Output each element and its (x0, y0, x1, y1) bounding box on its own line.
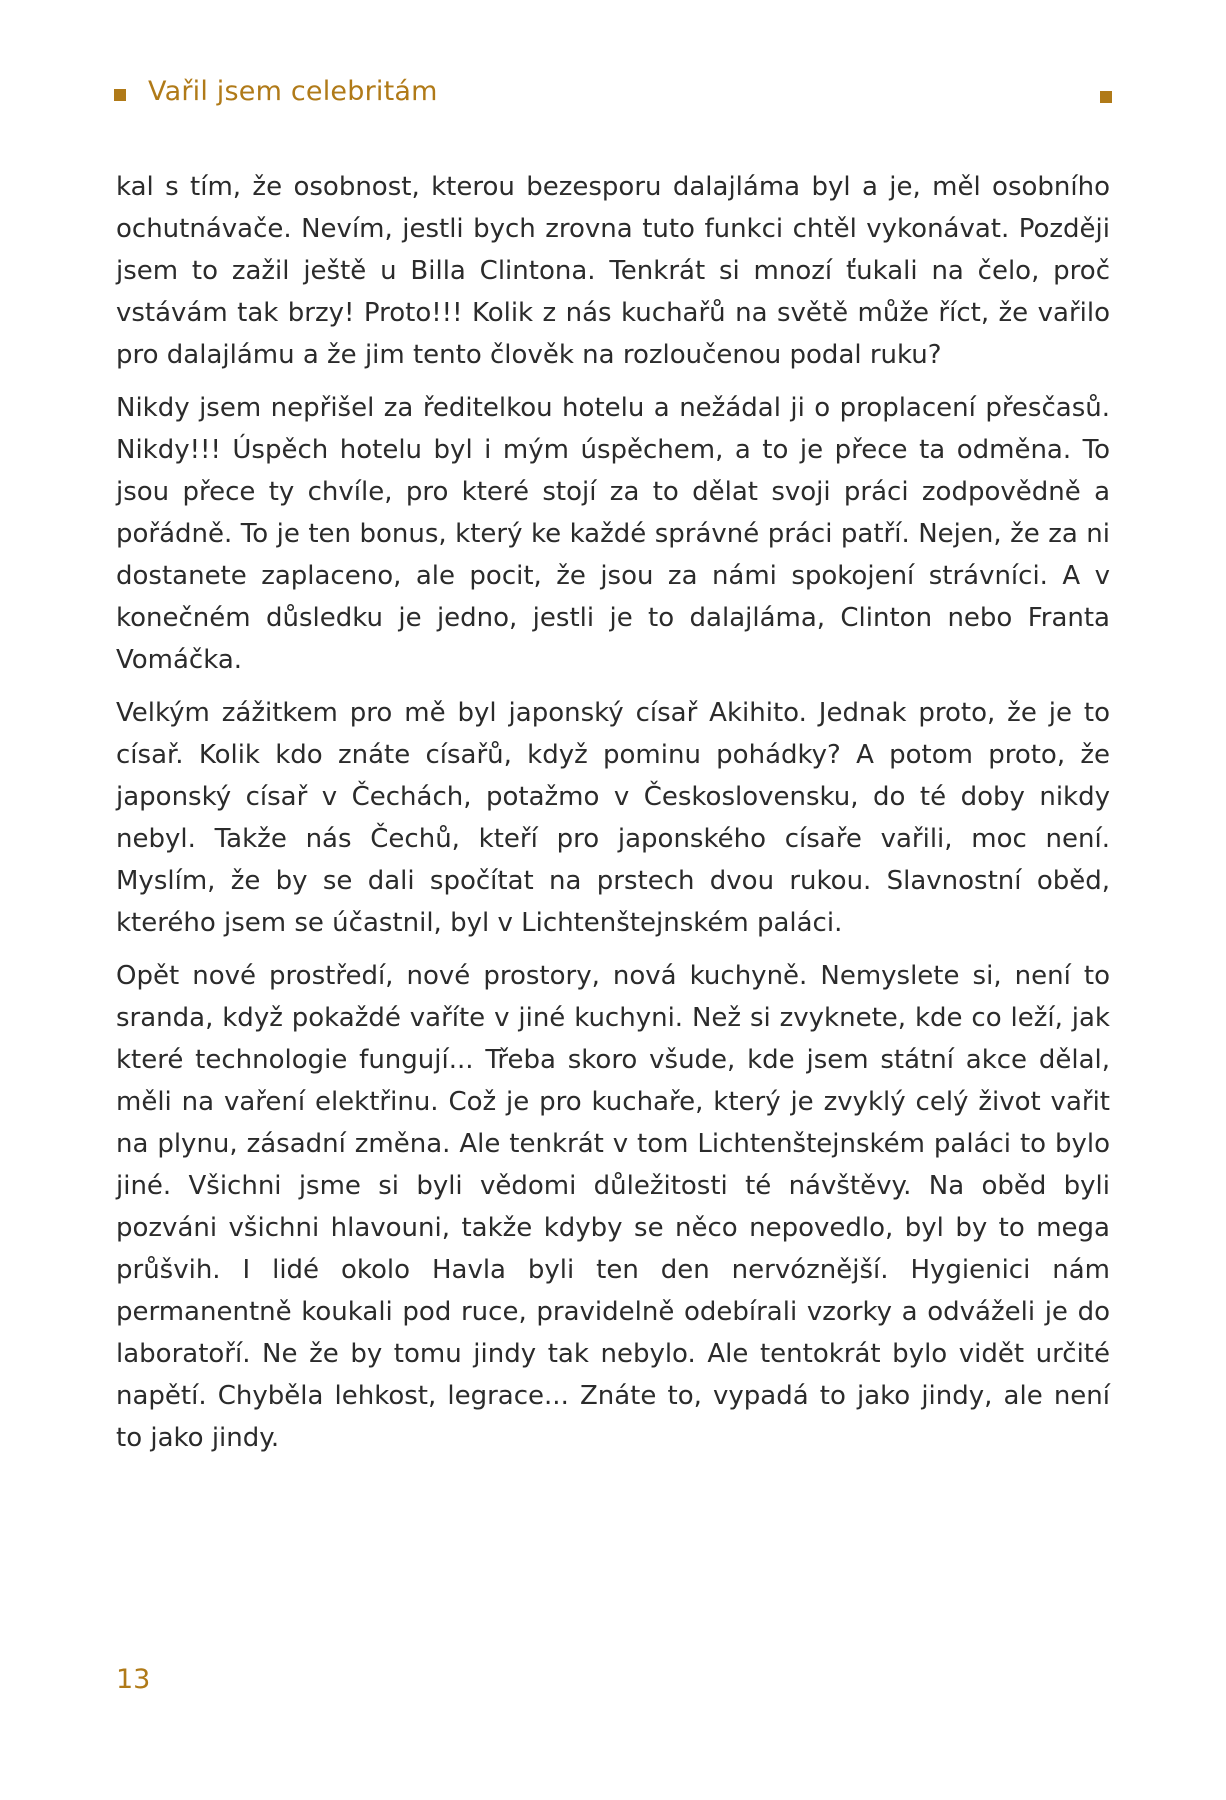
paragraph: Nikdy jsem nepřišel za ředitelkou hotelu a nežádal ji o proplacení přesčasů. Nikdy!!! Úspěch hotelu byl i mým úspěchem, a to je přece ta odměna. To jsou přece ty chvíle, pro které stojí za to dělat svoji práci zodpovědně a pořádně. To je ten bonus, který ke každé správné práci patří. Nejen, že za ni dostanete zaplaceno, ale pocit, že jsou za námi spokojení strávníci. A v konečném důsledku je jedno, jestli je to dalajláma, Clinton nebo Franta Vomáčka. (116, 393, 1110, 675)
header-square-marker-left (114, 89, 126, 101)
book-title-header: Vařil jsem celebritám (148, 76, 438, 107)
page-number: 13 (116, 1664, 151, 1695)
paragraph: Opět nové prostředí, nové prostory, nová kuchyně. Nemyslete si, není to sranda, když pokaždé vaříte v jiné kuchyni. Než si zvyknete, kde co leží, jak které technologie fungují... Třeba skoro všude, kde jsem státní akce dělal, měli na vaření elektřinu. Což je pro kuchaře, který je zvyklý celý život vařit na plynu, zásadní změna. Ale tenkrát v tom Lichtenštejnském paláci to bylo jiné. Všichni jsme si byli vědomi důležitosti té návštěvy. Na oběd byli pozváni všichni hlavouni, takže kdyby se něco nepovedlo, byl by to mega průšvih. I lidé okolo Havla byli ten den nervóznější. Hygienici nám permanentně koukali pod ruce, pravidelně odebírali vzorky a odváželi je do laboratoří. Ne že by tomu jindy tak nebylo. Ale tentokrát bylo vidět určité napětí. Chyběla lehkost, legrace... Znáte to, vypadá to jako jindy, ale není to jako jindy. (116, 961, 1110, 1453)
paragraph: Velkým zážitkem pro mě byl japonský císař Akihito. Jednak proto, že je to císař. Kolik kdo znáte císařů, když pominu pohádky? A potom proto, že japonský císař v Čechách, potažmo v Československu, do té doby nikdy nebyl. Takže nás Čechů, kteří pro japonského císaře vařili, moc není. Myslím, že by se dali spočítat na prstech dvou rukou. Slavnostní oběd, kterého jsem se účastnil, byl v Lichtenštejnském paláci. (116, 698, 1110, 938)
running-header (114, 74, 1114, 114)
page-body-text (116, 166, 1110, 1470)
paragraph: kal s tím, že osobnost, kterou bezesporu dalajláma byl a je, měl osobního ochutnávače. Nevím, jestli bych zrovna tuto funkci chtěl vykonávat. Později jsem to zažil ještě u Billa Clintona. Tenkrát si mnozí ťukali na čelo, proč vstávám tak brzy! Proto!!! Kolik z nás kuchařů na světě může říct, že vařilo pro dalajlámu a že jim tento člověk na rozloučenou podal ruku? (116, 172, 1110, 370)
header-square-marker-right (1100, 91, 1112, 103)
